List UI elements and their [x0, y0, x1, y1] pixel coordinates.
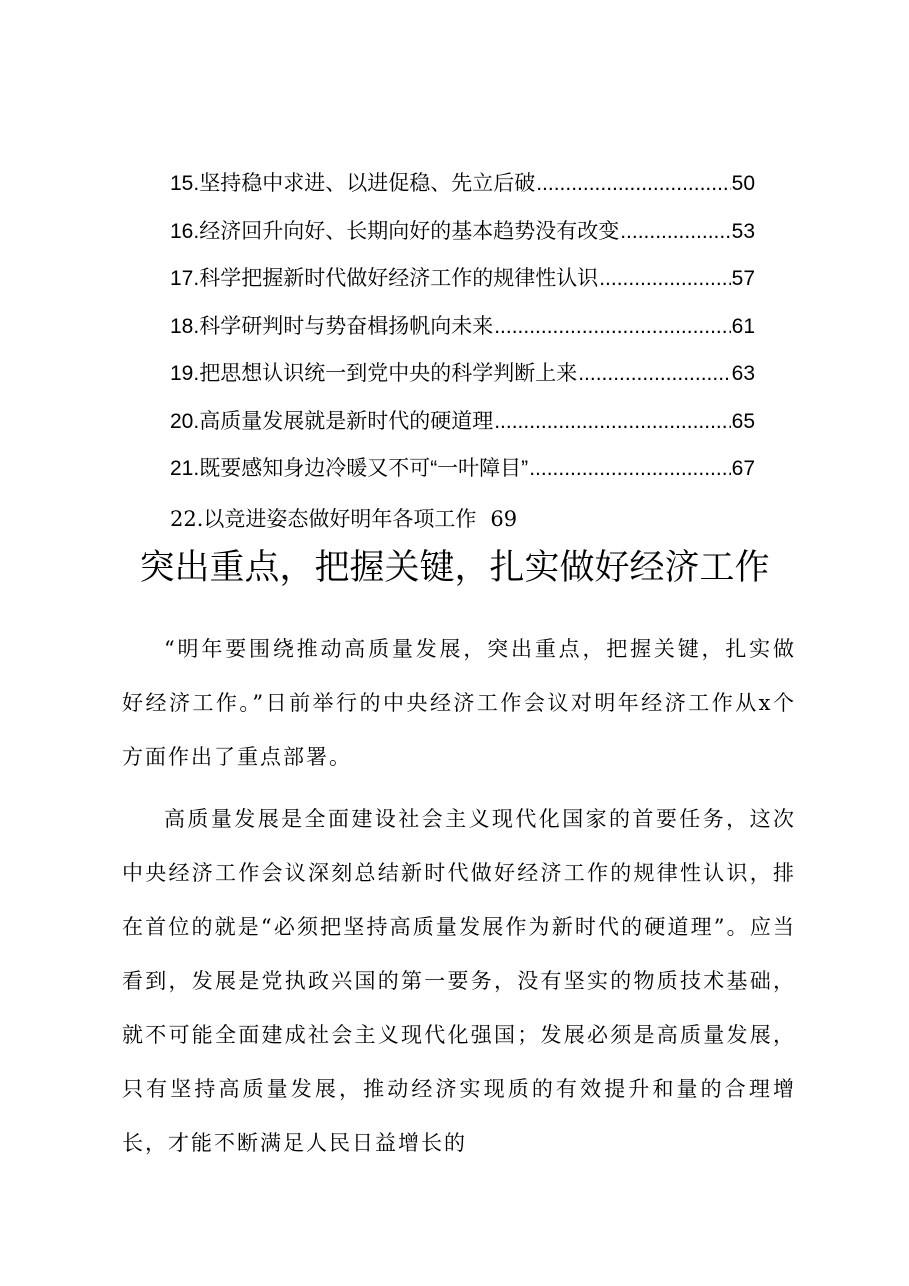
toc-entry-title: 19.把思想认识统一到党中央的科学判断上来 — [170, 362, 578, 385]
toc-dot-leader — [536, 160, 730, 208]
toc-entry-15[interactable] — [170, 160, 755, 208]
article-paragraph-2: 高质量发展是全面建设社会主义现代化国家的首要任务，这次中央经济工作会议深刻总结新时代做好经济工作的规律性认识，排在首位的就是“必须把坚持高质量发展作为新时代的硬道理”。应当看到，发展是党执政兴国的第一要务，没有坚实的物质技术基础，就不可能全面建成社会主义现代化强国；发展必须是高质量发展，只有坚持高质量发展，推动经济实现质的有效提升和量的合理增长，才能不断满足人民日益增长的 — [122, 807, 796, 1155]
toc-entry-title: 21.既要感知身边冷暖又不可“一叶障目” — [170, 457, 529, 480]
toc-entry-21[interactable] — [170, 445, 755, 493]
article-body — [122, 622, 796, 1178]
toc-dot-leader — [620, 208, 730, 256]
article-headline: 突出重点，把握关键，扎实做好经济工作 — [139, 548, 770, 588]
toc-entry-page: 67 — [731, 457, 755, 480]
toc-entry-19[interactable] — [170, 350, 755, 398]
table-of-contents — [170, 160, 755, 543]
toc-entry-20[interactable] — [170, 398, 755, 446]
toc-dot-leader — [578, 350, 730, 398]
toc-entry-18[interactable] — [170, 303, 755, 351]
toc-entry-title: 16.经济回升向好、长期向好的基本趋势没有改变 — [170, 219, 620, 243]
article-paragraph-1: “明年要围绕推动高质量发展，突出重点，把握关键，扎实做好经济工作。”日前举行的中央经济工作会议对明年经济工作从x个方面作出了重点部署。 — [122, 637, 796, 769]
toc-entry-page: 61 — [731, 314, 755, 338]
toc-dot-leader — [494, 398, 730, 446]
toc-entry-page: 57 — [731, 267, 755, 290]
toc-entry-page: 69 — [490, 506, 518, 531]
toc-dot-leader — [529, 445, 730, 493]
toc-entry-17[interactable] — [170, 255, 755, 303]
toc-entry-page: 63 — [731, 362, 755, 385]
toc-dot-leader — [494, 303, 730, 351]
toc-dot-leader — [599, 255, 730, 303]
toc-entry-22[interactable] — [170, 493, 755, 543]
toc-entry-page: 53 — [731, 219, 755, 243]
toc-entry-title: 17.科学把握新时代做好经济工作的规律性认识 — [170, 267, 599, 290]
toc-entry-title: 22.以竞进姿态做好明年各项工作 — [170, 506, 477, 531]
toc-entry-page: 65 — [731, 409, 755, 433]
toc-entry-title: 18.科学研判时与势奋楫扬帆向未来 — [170, 314, 494, 338]
toc-entry-title: 15.坚持稳中求进、以进促稳、先立后破 — [170, 172, 536, 195]
toc-entry-16[interactable] — [170, 208, 755, 256]
toc-entry-page: 50 — [731, 172, 755, 195]
toc-entry-title: 20.高质量发展就是新时代的硬道理 — [170, 409, 494, 433]
